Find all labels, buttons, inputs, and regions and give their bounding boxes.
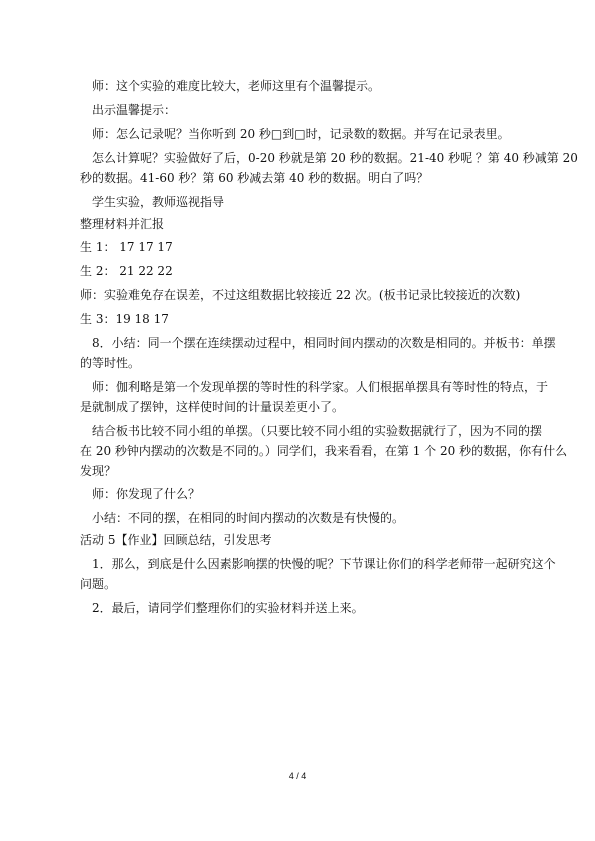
- paragraph-line: 师：这个实验的难度比较大，老师这里有个温馨提示。: [92, 79, 381, 93]
- paragraph-line: 在 20 秒钟内摆动的次数是不同的。）同学们，我来看看，在第 1 个 20 秒的数据，你有什么: [80, 444, 568, 458]
- paragraph-line: 1．那么，到底是什么因素影响摆的快慢的呢？下节课让你们的科学老师带一起研究这个: [92, 557, 556, 571]
- paragraph-line: 师：你发现了什么？: [92, 487, 201, 501]
- page-number: 4 / 4: [288, 771, 307, 781]
- paragraph-line: 师：实验难免存在误差，不过这组数据比较接近 22 次。(板书记录比较接近的次数): [80, 288, 521, 302]
- section-heading: 活动 5【作业】回顾总结，引发思考: [80, 533, 272, 547]
- paragraph-line: 秒的数据。41-60 秒？第 60 秒减去第 40 秒的数据。明白了吗？: [80, 171, 429, 185]
- paragraph-line: 发现？: [80, 464, 117, 478]
- paragraph-line: 学生实验，教师巡视指导: [92, 195, 225, 209]
- paragraph-line: 生 3：19 18 17: [80, 312, 169, 326]
- paragraph-line: 2．最后，请同学们整理你们的实验材料并送上来。: [92, 601, 364, 615]
- paragraph-line: 出示温馨提示：: [92, 103, 177, 117]
- paragraph-line: 8．小结：同一个摆在连续摆动过程中，相同时间内摆动的次数是相同的。并板书：单摆: [92, 336, 556, 350]
- paragraph-line: 小结：不同的摆，在相同的时间内摆动的次数是有快慢的。: [92, 511, 405, 525]
- paragraph-line: 怎么计算呢？实验做好了后，0-20 秒就是第 20 秒的数据。21-40 秒呢 ？第 40 秒减第 20: [92, 151, 578, 165]
- paragraph-line: 整理材料并汇报: [80, 217, 165, 231]
- paragraph-line: 结合板书比较不同小组的单摆。（只要比较不同小组的实验数据就行了，因为不同的摆: [92, 424, 543, 438]
- paragraph-line: 师：怎么记录呢？当你听到 20 秒□到□时，记录数的数据。并写在记录表里。: [92, 127, 510, 141]
- paragraph-line: 问题。: [80, 577, 117, 591]
- paragraph-line: 生 2： 21 22 22: [80, 264, 173, 278]
- paragraph-line: 生 1： 17 17 17: [80, 240, 173, 254]
- paragraph-line: 的等时性。: [80, 356, 141, 370]
- paragraph-line: 是就制成了摆钟，这样使时间的计量误差更小了。: [80, 400, 345, 414]
- paragraph-line: 师：伽利略是第一个发现单摆的等时性的科学家。人们根据单摆具有等时性的特点，于: [92, 380, 549, 394]
